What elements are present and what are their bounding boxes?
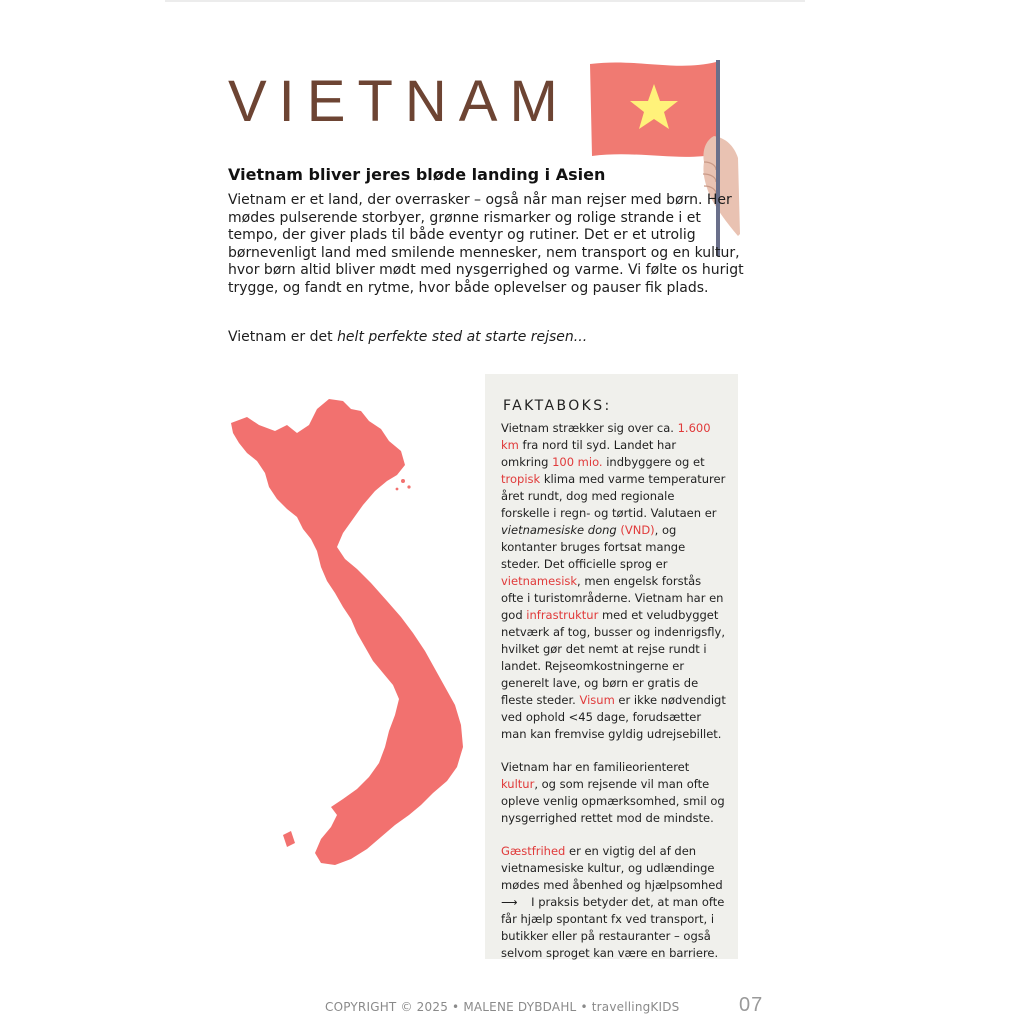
tagline-text: Vietnam er det xyxy=(228,329,338,345)
factbox-highlight: kultur xyxy=(501,777,535,791)
factbox xyxy=(485,374,738,959)
factbox-text: er en vigtig del af den vietnamesiske kultur, og udlændinge mødes med åbenhed og hjælpsomhed xyxy=(501,844,723,892)
factbox-text: Vietnam har en familieorienteret xyxy=(501,760,690,774)
factbox-text: , og som rejsende vil man ofte opleve venlig opmærksomhed, smil og nysgerrighed rettet mod de mindste. xyxy=(501,777,725,825)
factbox-highlight: Gæstfrihed xyxy=(501,844,566,858)
factbox-emphasis: vietnamesiske dong xyxy=(501,523,617,537)
factbox-highlight: 1.600 km xyxy=(501,421,711,452)
factbox-highlight: tropisk xyxy=(501,472,541,486)
factbox-text: med et veludbygget netværk af tog, busser og indenrigsfly, hvilket gør det nemt at rejse rundt i landet. Rejseomkostningerne er generelt lave, og børn er gratis de fleste steder. xyxy=(501,608,726,707)
factbox-highlight: 100 mio. xyxy=(552,455,603,469)
factbox-text: fra nord til syd. Landet har omkring xyxy=(501,438,677,469)
factbox-text: , og kontanter bruges fortsat mange steder. Det officielle sprog er xyxy=(501,523,686,571)
factbox-text: Vietnam strækker sig over ca. xyxy=(501,421,678,435)
factbox-text: klima med varme temperaturer året rundt, dog med regionale forskelle i regn- og tørtid. Valutaen er xyxy=(501,472,726,520)
intro-heading: Vietnam bliver jeres bløde landing i Asien xyxy=(228,165,606,184)
top-divider xyxy=(165,0,805,2)
factbox-highlight: Visum xyxy=(579,693,615,707)
factbox-highlight: infrastruktur xyxy=(526,608,599,622)
page-number: 07 xyxy=(739,994,764,1016)
factbox-paragraph-3 xyxy=(501,843,726,962)
page-title: VIETNAM xyxy=(228,69,570,134)
intro-tagline xyxy=(228,328,587,346)
factbox-title: FAKTABOKS: xyxy=(503,398,612,414)
vietnam-map-icon xyxy=(225,395,475,870)
factbox-paragraph-1 xyxy=(501,420,726,743)
footer-copyright: COPYRIGHT © 2025 • MALENE DYBDAHL • travellingKIDS xyxy=(325,1000,680,1014)
arrow-right-icon: ⟶ xyxy=(501,895,518,909)
tagline-emphasis: helt perfekte sted at starte rejsen... xyxy=(337,329,588,345)
factbox-text: indbyggere og et xyxy=(602,455,705,469)
factbox-paragraph-2 xyxy=(501,759,726,827)
factbox-text: er ikke nødvendigt ved ophold <45 dage, forudsætter man kan fremvise gyldig udrejsebillet. xyxy=(501,693,726,741)
factbox-text: , men engelsk forstås ofte i turistområderne. Vietnam har en god xyxy=(501,574,724,622)
factbox-highlight: vietnamesisk xyxy=(501,574,578,588)
map-illustration xyxy=(225,395,475,870)
intro-body: Vietnam er et land, der overrasker – også når man rejser med børn. Her mødes pulserende storbyer, grønne rismarker og rolige strande i et tempo, der giver plads til både eventyr og rutiner. Det er et utrolig børnevenligt land med smilende mennesker, nem transport og en kultur, hvor børn altid bliver mødt med nysgerrighed og varme. Vi følte os hurigt trygge, og fandt en rytme, hvor både oplevelser og pauser fik plads. xyxy=(228,192,744,296)
factbox-highlight: (VND) xyxy=(616,523,655,537)
factbox-text: I praksis betyder det, at man ofte får hjælp spontant fx ved transport, i butikker eller på restauranter – også selvom sproget kan være en barriere. xyxy=(501,895,725,960)
